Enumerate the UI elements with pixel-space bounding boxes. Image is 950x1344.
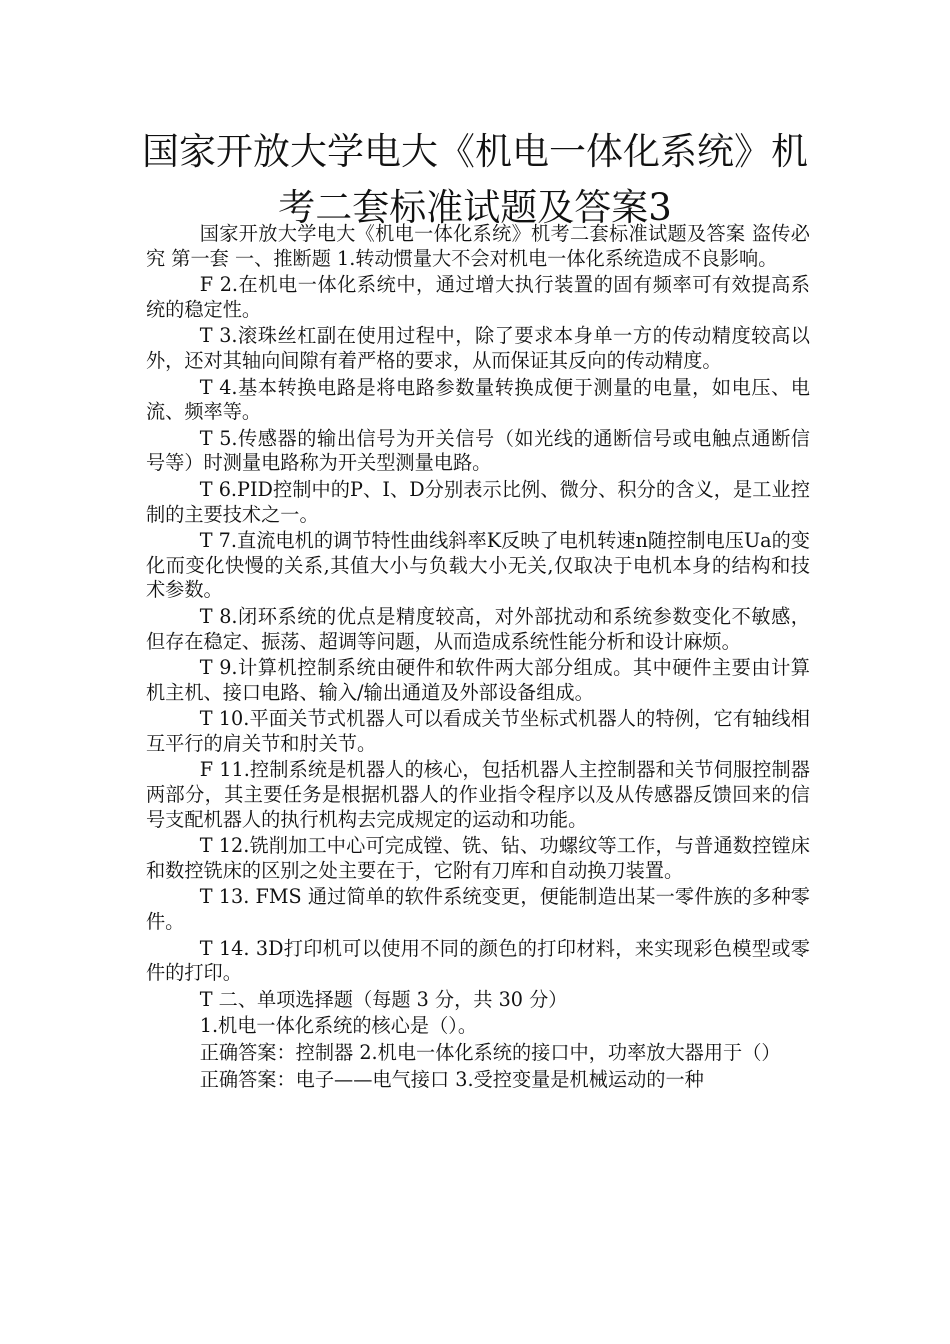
paragraph-q4: T 4.基本转换电路是将电路参数量转换成便于测量的电量，如电压、电流、频率等。 [146,375,810,424]
paragraph-q8: T 8.闭环系统的优点是精度较高，对外部扰动和系统参数变化不敏感，但存在稳定、振荡、超调等问题，从而造成系统性能分析和设计麻烦。 [146,604,810,653]
paragraph-q7: T 7.直流电机的调节特性曲线斜率K反映了电机转速n随控制电压Ua的变化而变化快慢的关系,其值大小与负载大小无关,仅取决于电机本身的结构和技术参数。 [146,529,810,602]
paragraph-q13: T 13. FMS 通过简单的软件系统变更，便能制造出某一零件族的多种零件。 [146,885,810,934]
paragraph-q10: T 10.平面关节式机器人可以看成关节坐标式机器人的特例，它有轴线相互平行的肩关节和肘关节。 [146,707,810,755]
paragraph-q5: T 5.传感器的输出信号为开关信号（如光线的通断信号或电触点通断信号等）时测量电路称为开关型测量电路。 [146,426,810,475]
paragraph-mc1: 1.机电一体化系统的核心是（）。 [199,1014,478,1038]
paragraph-q12: T 12.铣削加工中心可完成镗、铣、钻、功螺纹等工作，与普通数控镗床和数控铣床的区别之处主要在于，它附有刀库和自动换刀装置。 [146,834,810,882]
paragraph-answer-mc2: 正确答案：电子——电气接口 3.受控变量是机械运动的一种 [199,1067,704,1091]
document-body [146,222,810,1094]
paragraph-q6: T 6.PID控制中的P、I、D分别表示比例、微分、积分的含义，是工业控制的主要技术之一。 [146,477,810,526]
paragraph-answer-mc1: 正确答案：控制器 2.机电一体化系统的接口中，功率放大器用于（） [199,1041,781,1064]
document-title: 国家开放大学电大《机电一体化系统》机考二套标准试题及答案3 [142,130,808,229]
section-heading-multiple-choice: T 二、单项选择题（每题 3 分，共 30 分） [199,987,568,1011]
paragraph-q9: T 9.计算机控制系统由硬件和软件两大部分组成。其中硬件主要由计算机主机、接口电路、输入/输出通道及外部设备组成。 [146,656,810,704]
paragraph-q14: T 14. 3D打印机可以使用不同的颜色的打印材料，来实现彩色模型或零件的打印。 [146,936,810,985]
paragraph-intro-q1: 国家开放大学电大《机电一体化系统》机考二套标准试题及答案 盗传必究 第一套 一、推断题 1.转动惯量大不会对机电一体化系统造成不良影响。 [146,222,810,270]
paragraph-q3: T 3.滚珠丝杠副在使用过程中，除了要求本身单一方的传动精度较高以外，还对其轴向间隙有着严格的要求，从而保证其反向的传动精度。 [146,324,810,372]
paragraph-q2: F 2.在机电一体化系统中，通过增大执行装置的固有频率可有效提高系统的稳定性。 [146,273,810,321]
paragraph-q11: F 11.控制系统是机器人的核心，包括机器人主控制器和关节伺服控制器两部分，其主要任务是根据机器人的作业指令程序以及从传感器反馈回来的信号支配机器人的执行机构去完成规定的运动和功能。 [146,758,810,831]
